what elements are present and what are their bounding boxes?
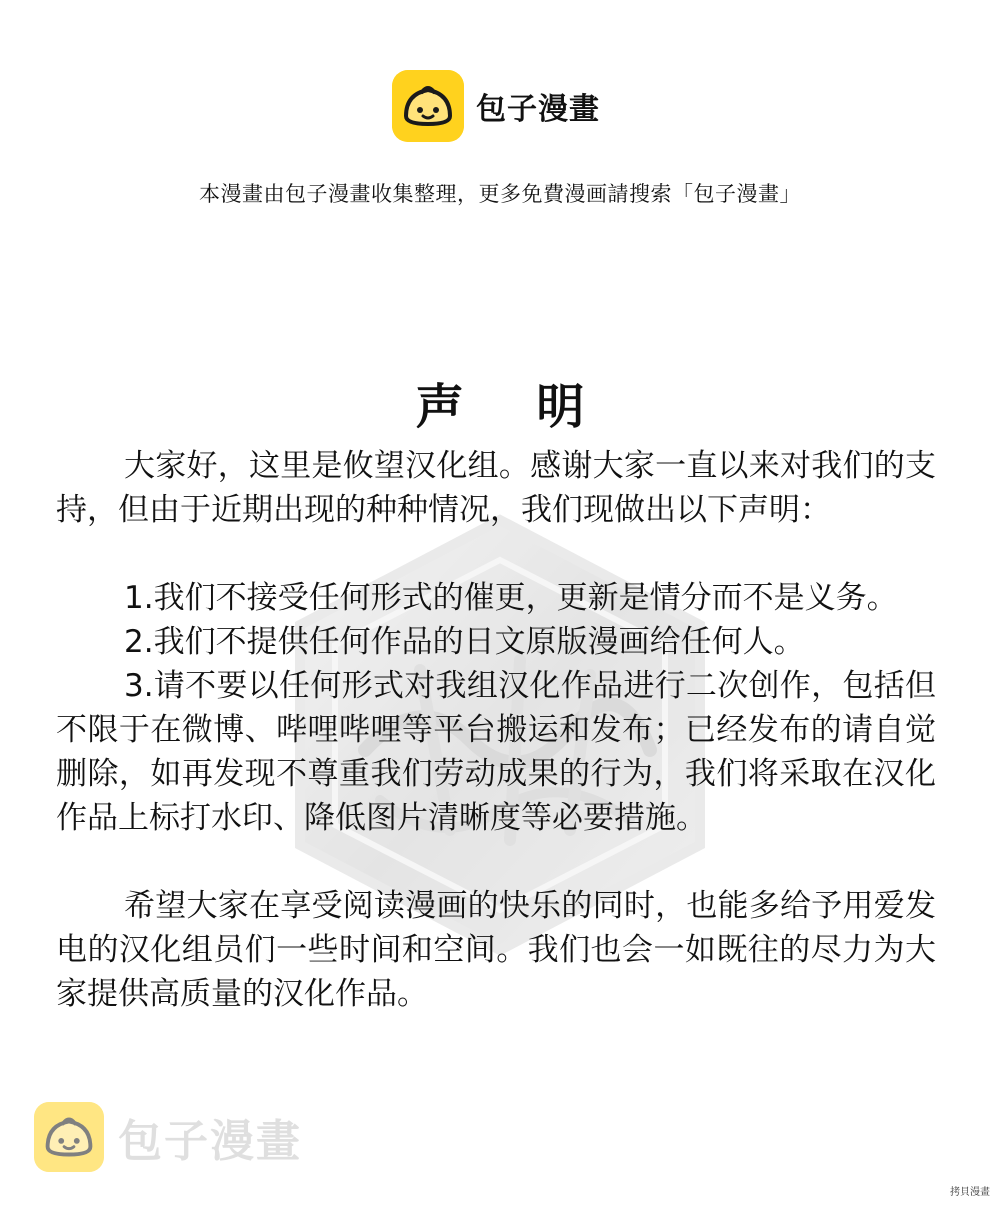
tagline: 本漫畫由包子漫畫收集整理，更多免費漫画請搜索「包子漫畫」 [199,182,801,206]
notice-item-3: 3.请不要以任何形式对我组汉化作品进行二次创作，包括但不限于在微博、哔哩哔哩等平台搬运和发布；已经发布的请自觉删除，如再发现不尊重我们劳动成果的行为，我们将采取在汉化作品上标打水印、降低图片清晰度等必要措施。 [56,668,936,836]
brand-name: 包子漫畫 [476,92,600,127]
notice-item-1: 1.我们不接受任何形式的催更，更新是情分而不是义务。 [124,580,898,616]
notice-intro: 大家好，这里是攸望汉化组。感谢大家一直以来对我们的支持，但由于近期出现的种种情况，我们现做出以下声明： [56,448,936,528]
notice-body [56,444,936,1016]
notice-closing: 希望大家在享受阅读漫画的快乐的同时，也能多给予用爱发电的汉化组员们一些时间和空间。我们也会一如既往的尽力为大家提供高质量的汉化作品。 [56,888,936,1012]
header-brand [392,70,600,142]
bottom-brand-watermark [34,1102,302,1172]
corner-stamp: 拷貝漫畫 [946,1181,994,1200]
notice-title: 声 明 [415,379,613,435]
notice-item-2: 2.我们不提供任何作品的日文原版漫画给任何人。 [124,624,805,660]
bottom-brand-name: 包子漫畫 [118,1116,302,1167]
steamed-bun-face-icon [392,70,464,142]
steamed-bun-face-icon [34,1102,104,1172]
